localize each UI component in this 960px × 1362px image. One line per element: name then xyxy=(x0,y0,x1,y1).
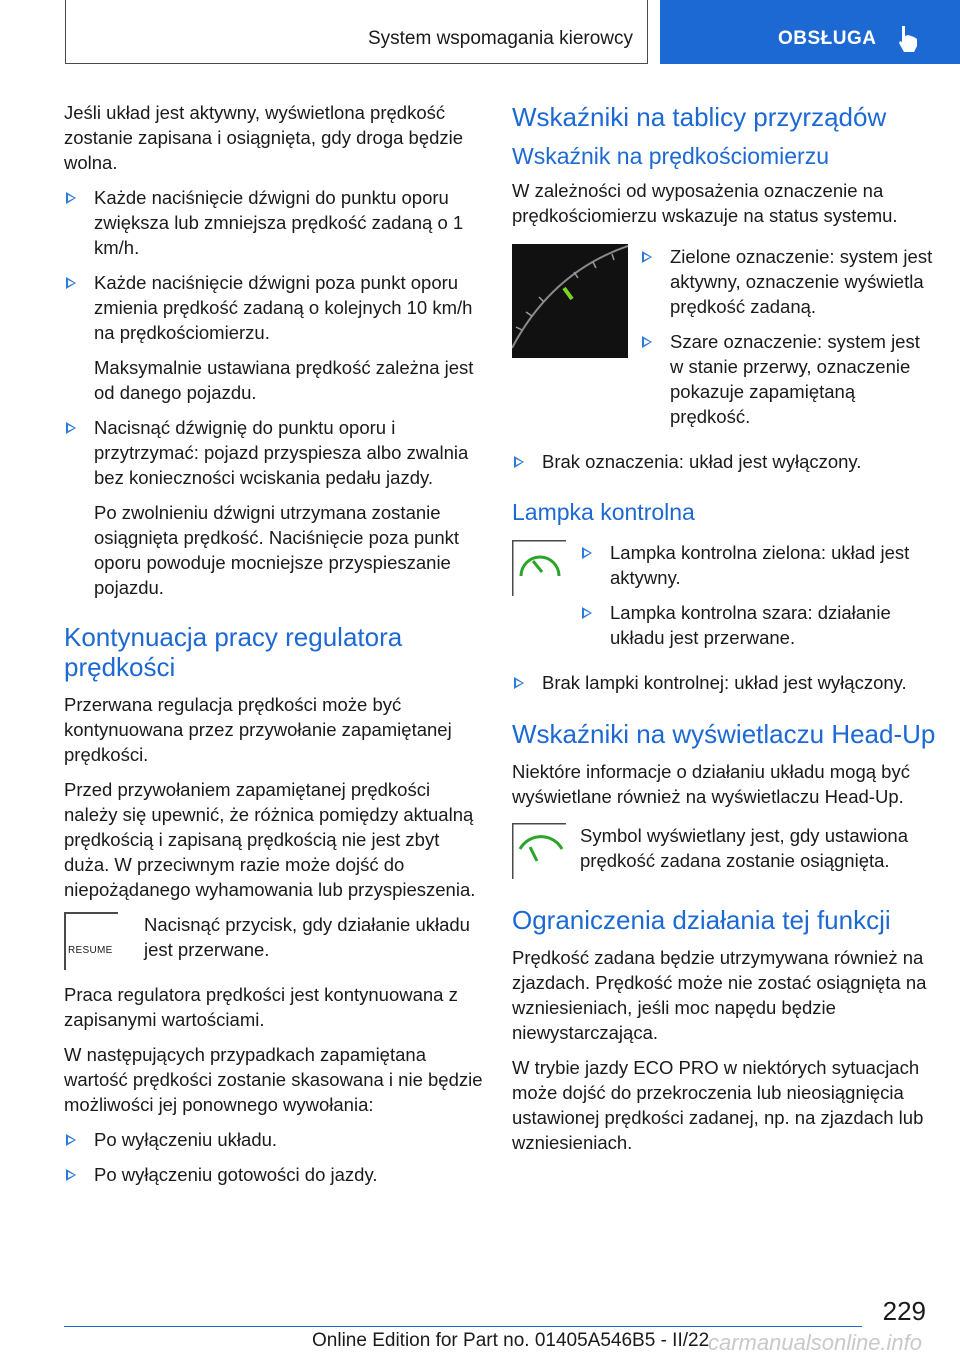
lamp-figure-row xyxy=(512,540,937,660)
bullet-triangle-icon xyxy=(66,1169,76,1181)
speedometer-figure-row xyxy=(512,244,937,439)
bullet-triangle-icon xyxy=(514,456,524,468)
chapter-tab-label: OBSŁUGA xyxy=(778,28,877,49)
list-item: Zielone oznaczenie: system jest aktywny, oznaczenie wyświetla prędkość zadaną. xyxy=(640,244,937,319)
paragraph: Praca regulatora prędkości jest kontynuowana z zapisanymi wartościami. xyxy=(64,984,458,1030)
hud-text: Symbol wyświetlany jest, gdy ustawiona prędkość zadana zostanie osiągnięta. xyxy=(580,825,909,871)
hand-pointer-icon xyxy=(896,24,920,59)
bullet-triangle-icon xyxy=(66,422,76,434)
paragraph: W następujących przypadkach zapamiętana wartość prędkości zostanie skasowana i nie będzie możliwości jej ponownego wywołania: xyxy=(64,1044,483,1115)
lamp-list xyxy=(580,540,937,660)
footer-edition: Online Edition for Part no. 01405A546B5 - II/22 xyxy=(312,1330,710,1351)
speedometer-image xyxy=(512,244,628,358)
list-item: Każde naciśnięcie dźwigni do punktu oporu zwiększa lub zmniejsza prędkość zadaną o 1 km/h. xyxy=(64,185,484,260)
hud-speed-symbol-icon xyxy=(512,823,568,881)
left-column xyxy=(64,100,484,1197)
chapter-tab[interactable] xyxy=(660,0,960,64)
bullet-triangle-icon xyxy=(642,336,652,348)
watermark: carmanualsonline.info xyxy=(708,1330,923,1355)
bullet-triangle-icon xyxy=(66,277,76,289)
list-note: Maksymalnie ustawiana prędkość zależna jest od danego pojazdu. xyxy=(94,357,474,403)
paragraph: Przed przywołaniem zapamiętanej prędkości należy się upewnić, że różnica pomiędzy aktualną prędkością i zapisaną prędkością nie jest zbyt duża. W przeciwnym razie może dojść do niepożądanego wyhamowania lub przyspieszenia. xyxy=(64,779,476,900)
resume-button-figure xyxy=(64,912,130,972)
list-item: Lampka kontrolna zielona: układ jest aktywny. xyxy=(580,540,937,590)
right-column xyxy=(512,100,937,1165)
bullet-triangle-icon xyxy=(642,251,652,263)
hud-figure-row xyxy=(512,823,937,881)
intro-paragraph: Jeśli układ jest aktywny, wyświetlona prędkość zostanie zapisana i osiągnięta, gdy droga będzie wolna. xyxy=(64,102,464,173)
bullet-triangle-icon xyxy=(66,192,76,204)
heading-resume: Kontynuacja pracy regulatora prędkości xyxy=(64,622,403,682)
resume-button-label: RESUME xyxy=(68,945,113,956)
bullet-triangle-icon xyxy=(66,1134,76,1146)
paragraph: W trybie jazdy ECO PRO w niektórych sytuacjach może dojść do przekroczenia lub nieosiągnięcia ustawionej prędkości zadanej, np. na zjazdach lub wzniesieniach. xyxy=(512,1057,924,1153)
bullet-triangle-icon xyxy=(582,547,592,559)
bullet-triangle-icon xyxy=(582,607,592,619)
list-item: Brak oznaczenia: układ jest wyłączony. xyxy=(512,449,937,474)
heading-speedometer: Wskaźnik na prędkościomierzu xyxy=(512,143,830,169)
paragraph: Niektóre informacje o działaniu układu mogą być wyświetlane również na wyświetlaczu Head-Up. xyxy=(512,761,910,807)
paragraph: W zależności od wyposażenia oznaczenie na prędkościomierzu wskazuje na status systemu. xyxy=(512,180,898,226)
list-item: Po wyłączeniu gotowości do jazdy. xyxy=(64,1162,484,1187)
resume-text: Nacisnąć przycisk, gdy działanie układu jest przerwane. xyxy=(144,914,470,960)
list-item: Brak lampki kontrolnej: układ jest wyłączony. xyxy=(512,670,937,695)
bullet-triangle-icon xyxy=(514,677,524,689)
cruise-control-lamp-icon xyxy=(512,540,568,598)
paragraph: Prędkość zadana będzie utrzymywana również na zjazdach. Prędkość może nie zostać osiągnięta na wzniesieniach, jeśli moc napędu będzie niewystarczająca. xyxy=(512,947,927,1043)
list-item: Lampka kontrolna szara: działanie układu jest przerwane. xyxy=(580,600,937,650)
speedometer-list xyxy=(640,244,937,439)
list-item: Każde naciśnięcie dźwigni poza punkt oporu zmienia prędkość zadaną o kolejnych 10 km/h na prędkościomierzu. xyxy=(64,270,484,345)
resume-figure-row xyxy=(64,912,484,972)
section-title: System wspomagania kierowcy xyxy=(367,28,633,49)
footer-divider xyxy=(64,1326,862,1327)
heading-head-up: Wskaźniki na wyświetlaczu Head-Up xyxy=(512,719,936,749)
list-note: Po zwolnieniu dźwigni utrzymana zostanie osiągnięta prędkość. Naciśnięcie poza punkt oporu powoduje mocniejsze przyspieszanie pojazdu. xyxy=(94,502,460,598)
heading-instrument-panel: Wskaźniki na tablicy przyrządów xyxy=(512,102,887,132)
page-number: 229 xyxy=(882,1296,926,1326)
header-section-box xyxy=(65,0,648,64)
heading-indicator-lamp: Lampka kontrolna xyxy=(512,499,695,525)
list-item: Nacisnąć dźwignię do punktu oporu i przytrzymać: pojazd przyspiesza albo zwalnia bez konieczności wciskania pedału jazdy. xyxy=(64,415,484,490)
list-item: Szare oznaczenie: system jest w stanie przerwy, oznaczenie pokazuje zapamiętaną prędkość. xyxy=(640,329,937,429)
heading-limitations: Ograniczenia działania tej funkcji xyxy=(512,905,891,935)
paragraph: Przerwana regulacja prędkości może być kontynuowana przez przywołanie zapamiętanej prędkości. xyxy=(64,694,452,765)
list-item: Po wyłączeniu układu. xyxy=(64,1127,484,1152)
